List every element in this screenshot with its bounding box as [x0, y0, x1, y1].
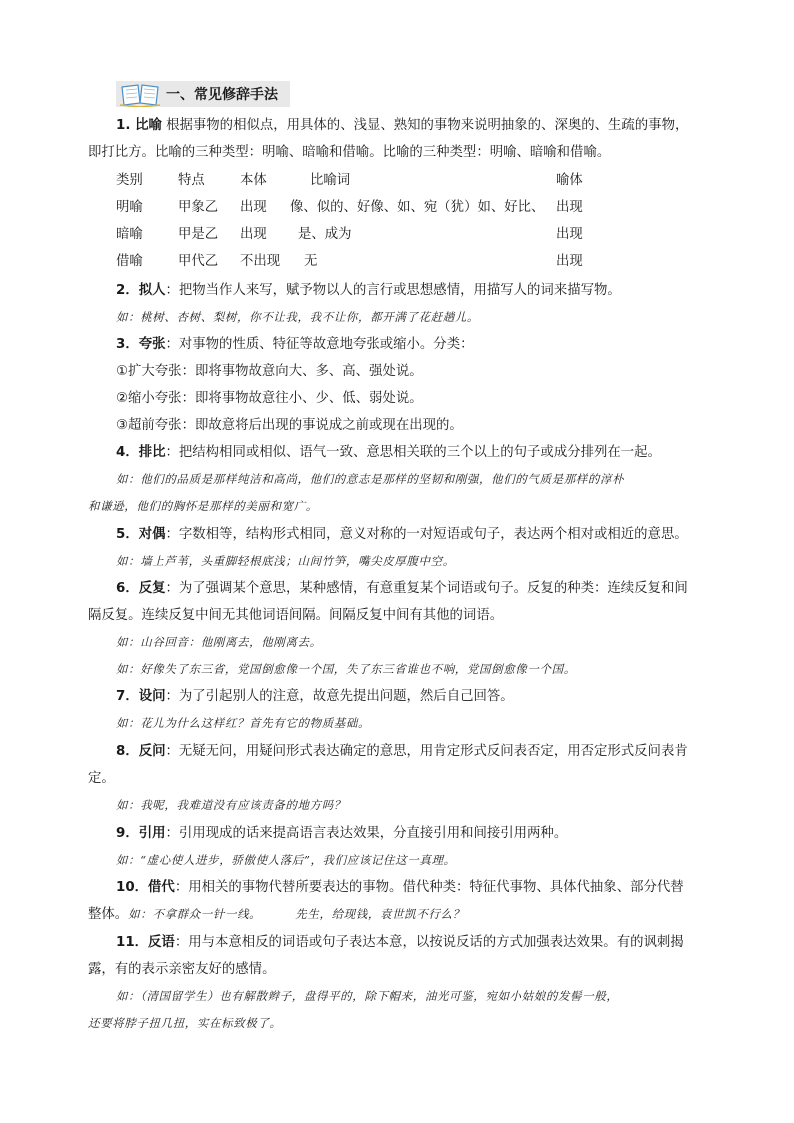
item-term: 11．反语 [116, 935, 175, 950]
example-text: 如：“虚心使人进步，骄傲使人落后”，我们应该记住这一真理。 [116, 853, 456, 867]
table-cell: 出现 [556, 254, 583, 269]
example-text: 如：桃树、杏树、梨树，你不让我，我不让你，都开满了花赶趟儿。 [116, 310, 479, 324]
table-cell: 像、似的、好像、如、宛（犹）如、好比、 [290, 200, 545, 215]
item-line [116, 929, 708, 956]
table-cell: 出现 [240, 200, 267, 215]
item-metaphor [116, 112, 708, 139]
item-line [116, 112, 708, 139]
item-line [116, 820, 708, 847]
item-line [116, 683, 708, 710]
table-header-cell: 本体 [240, 173, 267, 188]
item-text: ：字数相等，结构形式相同，意义对称的一对短语或句子，表达两个相对或相近的意思。 [165, 527, 688, 542]
item-line [116, 874, 708, 901]
item-rhetorical-question [116, 683, 708, 737]
item-text-cont: 露，有的表示亲密友好的感情。 [88, 962, 276, 977]
table-row [116, 194, 716, 221]
table-header-cell: 喻体 [556, 173, 583, 188]
example-text: 如：不拿群众一针一线。 [128, 907, 262, 921]
item-term: 3．夸张 [116, 337, 166, 352]
example-text: 如：花儿为什么这样红？首先有它的物质基础。 [116, 716, 371, 730]
item-irony [116, 929, 708, 956]
table-cell: 出现 [556, 200, 583, 215]
item-line [116, 738, 708, 765]
table-header-cell: 比喻词 [310, 173, 351, 188]
irony-example [116, 983, 708, 1010]
inversion-example [116, 792, 708, 819]
item-rhetorical-inversion [116, 738, 708, 765]
item-term: 1. 比喻 [116, 118, 162, 133]
item-text-cont: 定。 [88, 771, 115, 786]
item-text-cont: 即打比方。比喻的三种类型：明喻、暗喻和借喻。比喻的三种类型：明喻、暗喻和借喻。 [88, 145, 611, 160]
table-cell: 暗喻 [116, 227, 143, 242]
repetition-examples [116, 629, 708, 683]
item-term: 2．拟人 [116, 283, 166, 298]
item-quotation [116, 820, 708, 874]
item-text-cont: 隔反复。连续反复中间无其他词语间隔。间隔反复中间有其他的词语。 [88, 608, 504, 623]
table-cell: 甲象乙 [178, 200, 219, 215]
item-parallelism [116, 439, 708, 493]
table-header-row [116, 167, 716, 194]
table-header-cell: 类别 [116, 173, 143, 188]
item-text: ：引用现成的话来提高语言表达效果，分直接引用和间接引用两种。 [165, 826, 568, 841]
example-text: 如：（清国留学生）也有解散辫子，盘得平的，除下帽来，油光可鉴，宛如小姑娘的发髻一般， [116, 989, 619, 1003]
table-row [116, 221, 716, 248]
example-text: 如：山谷回音：他刚离去，他刚离去。 [116, 635, 322, 649]
table-cell: 出现 [240, 227, 267, 242]
item-term: 9．引用 [116, 826, 166, 841]
item-text: ：用相关的事物代替所要表达的事物。借代种类：特征代事物、具体代抽象、部分代替 [174, 880, 684, 895]
table-cell: 甲是乙 [178, 227, 219, 242]
example-text: 如：墙上芦苇，头重脚轻根底浅；山间竹笋，嘴尖皮厚腹中空。 [116, 554, 455, 568]
item-term: 8．反问 [116, 744, 166, 759]
item-text: ：用与本意相反的词语或句子表达本意，以按说反话的方式加强表达效果。有的讽刺揭 [174, 935, 684, 950]
table-cell: 出现 [556, 227, 583, 242]
item-antithesis [116, 521, 708, 575]
table-header-cell: 特点 [178, 173, 205, 188]
item-line [116, 277, 708, 304]
item-line [116, 331, 708, 358]
item-text: ：对事物的性质、特征等故意地夸张或缩小。分类： [165, 337, 474, 352]
item-metonymy-cont [88, 901, 465, 928]
sub-item: ②缩小夸张：即将事物故意往小、少、低、弱处说。 [116, 391, 423, 406]
section-heading [116, 81, 290, 107]
open-book-icon [118, 81, 162, 107]
example-text: 如：我呢，我难道没有应该责备的地方吗？ [116, 798, 346, 812]
table-cell: 不出现 [240, 254, 281, 269]
metaphor-table [116, 167, 716, 275]
item-text-cont: 整体。 [88, 907, 129, 922]
table-row [116, 248, 716, 275]
item-text: 根据事物的相似点，用具体的、浅显、熟知的事物来说明抽象的、深奥的、生疏的事物， [161, 118, 689, 133]
item-term: 10．借代 [116, 880, 175, 895]
example-text-cont: 还要将脖子扭几扭，实在标致极了。 [88, 1016, 282, 1030]
item-text: ：为了强调某个意思，某种感情，有意重复某个词语或句子。反复的种类：连续反复和间 [165, 581, 688, 596]
table-cell: 借喻 [116, 254, 143, 269]
sub-item: ①扩大夸张：即将事物故意向大、多、高、强处说。 [116, 364, 423, 379]
example-text-cont: 和谦逊，他们的胸怀是那样的美丽和宽广。 [88, 499, 318, 513]
table-cell: 无 [304, 254, 318, 269]
item-term: 7．设问 [116, 689, 166, 704]
item-text: ：把结构相同或相似、语气一致、意思相关联的三个以上的句子或成分排列在一起。 [165, 445, 661, 460]
item-line [116, 575, 708, 602]
example-text: 先生，给现钱，袁世凯不行么？ [295, 907, 465, 921]
item-term: 5．对偶 [116, 527, 166, 542]
item-term: 6．反复 [116, 581, 166, 596]
item-personification [116, 277, 708, 331]
item-repetition [116, 575, 708, 602]
example-text: 如：他们的品质是那样纯洁和高尚，他们的意志是那样的坚韧和刚强，他们的气质是那样的淳朴 [116, 472, 625, 486]
item-term: 4．排比 [116, 445, 166, 460]
table-cell: 甲代乙 [178, 254, 219, 269]
item-text: ：把物当作人来写，赋予物以人的言行或思想感情，用描写人的词来描写物。 [165, 283, 621, 298]
item-text: ：无疑无问，用疑问形式表达确定的意思，用肯定形式反问表否定，用否定形式反问表肯 [165, 744, 688, 759]
item-hyperbole [116, 331, 708, 439]
item-text: ：为了引起别人的注意，故意先提出问题，然后自己回答。 [165, 689, 514, 704]
item-line [116, 521, 708, 548]
item-line [116, 439, 708, 466]
table-cell: 是、成为 [298, 227, 352, 242]
example-text: 如：好像失了东三省，党国倒愈像一个国，失了东三省谁也不响，党国倒愈像一个国。 [116, 662, 576, 676]
item-metonymy [116, 874, 708, 901]
section-title: 一、常见修辞手法 [166, 87, 278, 103]
sub-item: ③超前夸张：即故意将后出现的事说成之前或现在出现的。 [116, 418, 463, 433]
table-cell: 明喻 [116, 200, 143, 215]
